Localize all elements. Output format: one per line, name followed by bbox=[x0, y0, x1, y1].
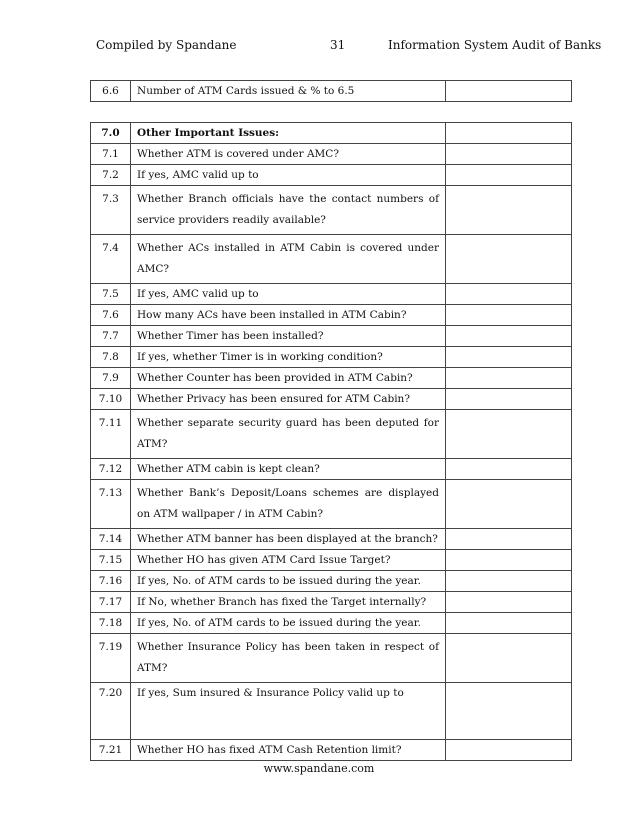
row-answer-cell bbox=[446, 613, 572, 634]
footer-url: www.spandane.com bbox=[263, 762, 375, 775]
table-issues bbox=[90, 122, 572, 761]
row-question: If yes, whether Timer is in working condition? bbox=[131, 347, 446, 368]
table-row bbox=[91, 740, 572, 761]
table-row bbox=[91, 480, 572, 529]
table-row bbox=[91, 634, 572, 683]
row-number: 7.16 bbox=[91, 571, 131, 592]
row-answer-cell bbox=[446, 326, 572, 347]
table-top bbox=[90, 80, 572, 102]
row-question: Whether Counter has been provided in ATM Cabin? bbox=[131, 368, 446, 389]
row-number: 7.8 bbox=[91, 347, 131, 368]
table-row bbox=[91, 592, 572, 613]
row-question: Whether ACs installed in ATM Cabin is covered under AMC? bbox=[131, 235, 446, 284]
row-question: If No, whether Branch has fixed the Target internally? bbox=[131, 592, 446, 613]
row-number: 7.12 bbox=[91, 459, 131, 480]
row-number: 7.3 bbox=[91, 186, 131, 235]
row-number: 7.11 bbox=[91, 410, 131, 459]
table-row bbox=[91, 459, 572, 480]
table-row bbox=[91, 571, 572, 592]
table-row bbox=[91, 186, 572, 235]
row-number: 7.10 bbox=[91, 389, 131, 410]
row-number: 7.1 bbox=[91, 144, 131, 165]
row-number: 7.19 bbox=[91, 634, 131, 683]
row-number: 7.17 bbox=[91, 592, 131, 613]
row-question: Whether Branch officials have the contact numbers of service providers readily available? bbox=[131, 186, 446, 235]
row-question: How many ACs have been installed in ATM Cabin? bbox=[131, 305, 446, 326]
page-number: 31 bbox=[330, 38, 346, 52]
table-row bbox=[91, 410, 572, 459]
table-row bbox=[91, 305, 572, 326]
row-number: 7.13 bbox=[91, 480, 131, 529]
row-answer-cell bbox=[446, 123, 572, 144]
row-number: 7.5 bbox=[91, 284, 131, 305]
header-right: Information System Audit of Banks bbox=[388, 38, 602, 52]
row-answer-cell bbox=[446, 571, 572, 592]
row-question: If yes, Sum insured & Insurance Policy valid up to bbox=[131, 683, 446, 740]
row-number: 7.7 bbox=[91, 326, 131, 347]
row-answer-cell bbox=[446, 284, 572, 305]
section-row bbox=[91, 123, 572, 144]
row-answer-cell bbox=[446, 634, 572, 683]
table-row bbox=[91, 165, 572, 186]
row-answer-cell bbox=[446, 683, 572, 740]
row-number: 7.6 bbox=[91, 305, 131, 326]
row-number: 7.21 bbox=[91, 740, 131, 761]
row-question: Whether Insurance Policy has been taken in respect of ATM? bbox=[131, 634, 446, 683]
row-answer-cell bbox=[446, 740, 572, 761]
table-row bbox=[91, 550, 572, 571]
row-number: 7.9 bbox=[91, 368, 131, 389]
row-question: If yes, No. of ATM cards to be issued during the year. bbox=[131, 613, 446, 634]
row-answer-cell bbox=[446, 550, 572, 571]
section-title: Other Important Issues: bbox=[131, 123, 446, 144]
header-left: Compiled by Spandane bbox=[96, 38, 237, 52]
row-question: If yes, AMC valid up to bbox=[131, 165, 446, 186]
row-answer-cell bbox=[446, 347, 572, 368]
row-question: Whether separate security guard has been deputed for ATM? bbox=[131, 410, 446, 459]
row-question: If yes, No. of ATM cards to be issued during the year. bbox=[131, 571, 446, 592]
row-number: 7.20 bbox=[91, 683, 131, 740]
row-question: Whether ATM banner has been displayed at the branch? bbox=[131, 529, 446, 550]
table-row bbox=[91, 683, 572, 740]
row-answer-cell bbox=[446, 389, 572, 410]
table-row bbox=[91, 368, 572, 389]
table-row bbox=[91, 529, 572, 550]
row-question: Whether HO has fixed ATM Cash Retention limit? bbox=[131, 740, 446, 761]
row-answer-cell bbox=[446, 305, 572, 326]
table-row bbox=[91, 144, 572, 165]
row-question: Whether HO has given ATM Card Issue Target? bbox=[131, 550, 446, 571]
row-answer-cell bbox=[446, 592, 572, 613]
row-number: 7.2 bbox=[91, 165, 131, 186]
table-row bbox=[91, 613, 572, 634]
row-question: If yes, AMC valid up to bbox=[131, 284, 446, 305]
row-answer-cell bbox=[446, 368, 572, 389]
row-number: 7.18 bbox=[91, 613, 131, 634]
table-row bbox=[91, 81, 572, 102]
row-answer-cell bbox=[446, 186, 572, 235]
row-answer-cell bbox=[446, 480, 572, 529]
table-row bbox=[91, 347, 572, 368]
table-row bbox=[91, 235, 572, 284]
row-number: 7.4 bbox=[91, 235, 131, 284]
row-answer-cell bbox=[446, 459, 572, 480]
row-question: Whether ATM cabin is kept clean? bbox=[131, 459, 446, 480]
row-number: 6.6 bbox=[91, 81, 131, 102]
section-number: 7.0 bbox=[91, 123, 131, 144]
row-answer-cell bbox=[446, 410, 572, 459]
row-question: Whether Privacy has been ensured for ATM Cabin? bbox=[131, 389, 446, 410]
row-answer-cell bbox=[446, 81, 572, 102]
row-question: Whether ATM is covered under AMC? bbox=[131, 144, 446, 165]
row-answer-cell bbox=[446, 165, 572, 186]
row-answer-cell bbox=[446, 144, 572, 165]
table-row bbox=[91, 389, 572, 410]
row-question: Whether Bank’s Deposit/Loans schemes are displayed on ATM wallpaper / in ATM Cabin? bbox=[131, 480, 446, 529]
row-answer-cell bbox=[446, 235, 572, 284]
row-question: Number of ATM Cards issued & % to 6.5 bbox=[131, 81, 446, 102]
row-number: 7.15 bbox=[91, 550, 131, 571]
table-row bbox=[91, 284, 572, 305]
row-number: 7.14 bbox=[91, 529, 131, 550]
row-answer-cell bbox=[446, 529, 572, 550]
table-row bbox=[91, 326, 572, 347]
row-question: Whether Timer has been installed? bbox=[131, 326, 446, 347]
